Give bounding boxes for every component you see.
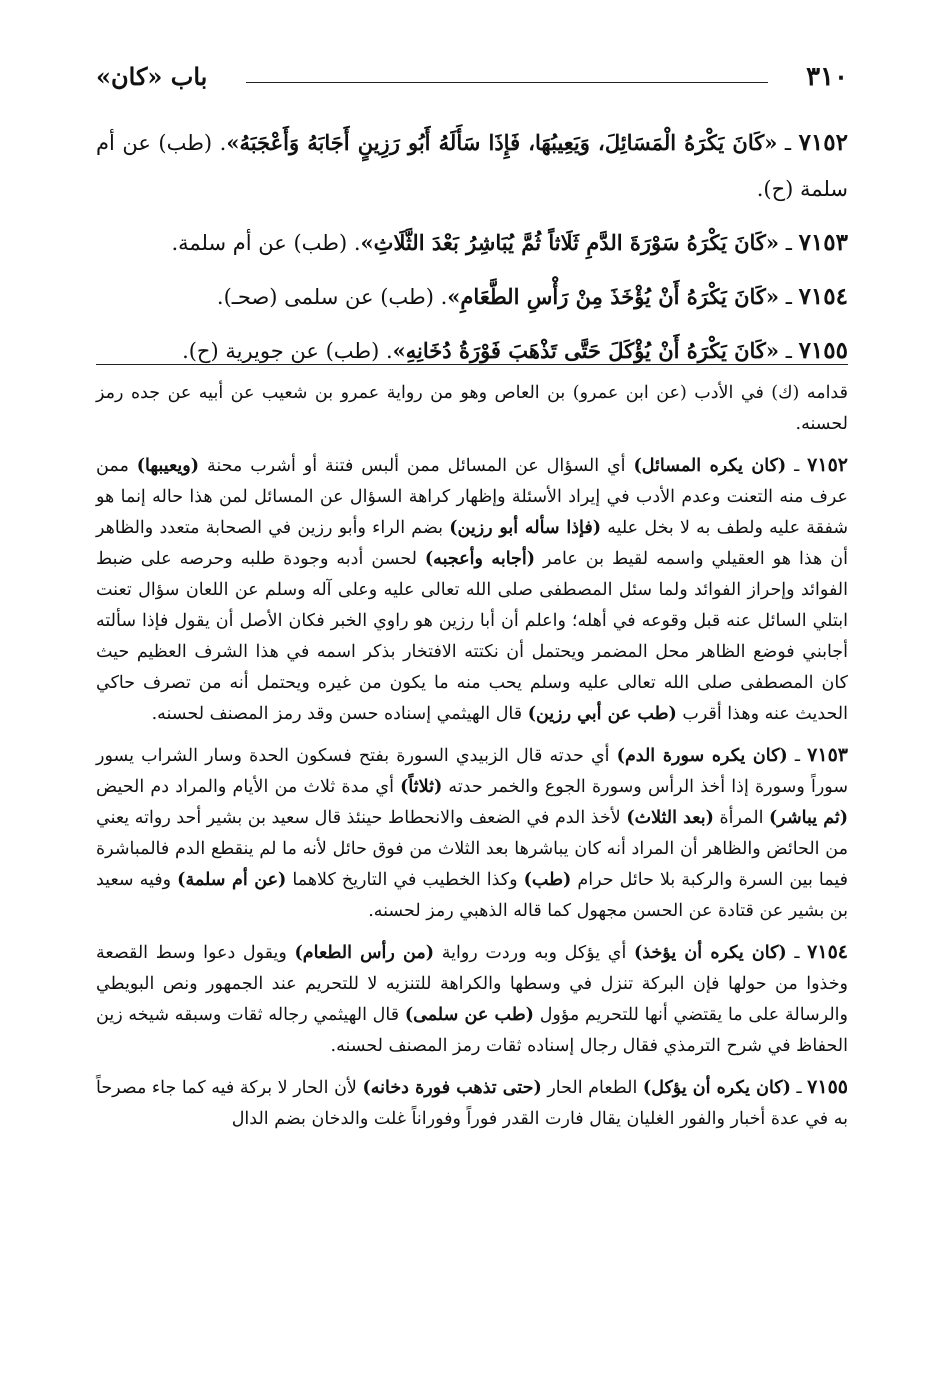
hadith-number: ٧١٥٥ xyxy=(798,337,848,364)
quoted-phrase: (ويعيبها) xyxy=(136,456,200,476)
commentary-text: المرأة xyxy=(713,808,770,828)
commentary-text: الطعام الحار xyxy=(541,1078,643,1098)
commentary-text: لأخذ الدم في الضعف والانحطاط حينئذ قال سعيد بن بشير أحد رواته يعني من الحائض والظاهر أن المراد أنه كان يباشرها بعد الثلاث من فوق حائل لأنه ما لم ينقطع الدم فالمباشرة فيما بين السرة والركبة بلا حائل حرام xyxy=(96,808,848,890)
quoted-phrase: (ثلاثاً) xyxy=(400,777,443,797)
commentary-section xyxy=(96,378,848,1145)
commentary-7154 xyxy=(96,937,848,1062)
separator: ـ xyxy=(786,456,808,476)
hadith-entry xyxy=(96,120,848,212)
commentary-text: أي حدته قال الزبيدي السورة بفتح فسكون الحدة وسار الشراب يسور سوراً وسورة إذا أخذ الرأس وسورة الجوع والخمر حدته xyxy=(96,746,848,797)
commentary-number: ٧١٥٢ xyxy=(807,454,848,476)
hadith-quote: «كَانَ يَكْرَهُ أَنْ يُؤْكَلَ حَتَّى تَذْهَبَ فَوْرَةُ دُخَانِهِ» xyxy=(392,338,780,363)
separator: ـ xyxy=(786,943,808,963)
hadith-number: ٧١٥٤ xyxy=(798,283,848,310)
hadith-number: ٧١٥٣ xyxy=(798,229,848,256)
quoted-phrase: (أجابه وأعجبه) xyxy=(424,549,535,569)
separator: ـ xyxy=(779,285,799,309)
commentary-number: ٧١٥٥ xyxy=(807,1076,848,1098)
quoted-phrase: (من رأس الطعام) xyxy=(294,943,435,963)
quoted-phrase: (كان يكره أن يؤكل) xyxy=(642,1078,791,1098)
quoted-phrase: (طب عن سلمى) xyxy=(404,1005,534,1025)
separator: ـ xyxy=(779,339,799,363)
hadith-quote: «كَانَ يَكْرَهُ سَوْرَةَ الدَّمِ ثَلَاثاً ثُمَّ يُبَاشِرُ بَعْدَ الثَّلَاثِ» xyxy=(360,230,780,255)
commentary-number: ٧١٥٣ xyxy=(807,744,848,766)
quoted-phrase: (ثم يباشر) xyxy=(769,808,849,828)
hadith-entry xyxy=(96,220,848,266)
commentary-text: أي يؤكل وبه وردت رواية xyxy=(434,943,635,963)
header-rule xyxy=(246,82,768,83)
hadith-quote: «كَانَ يَكْرَهُ الْمَسَائِلَ، وَيَعِيبُهَا، فَإِذَا سَأَلَهُ أَبُو رَزِينٍ أَجَابَهُ وَأَعْجَبَهُ» xyxy=(226,130,778,155)
quoted-phrase: (عن أم سلمة) xyxy=(177,870,287,890)
separator: ـ xyxy=(787,746,808,766)
separator: ـ xyxy=(790,1078,808,1098)
hadith-entry xyxy=(96,328,848,374)
commentary-text: لحسن أدبه وجودة طلبه وحرصه على ضبط الفوائد وإحراز الفوائد ولما سئل المصطفى صلى الله تعالى عليه وعلى آله وسلم عن اللعان سؤال تعنت ابتلي السائل عنه قبل وقوعه في أهله؛ واعلم أن أبا رزين هو راوي الخبر فكان الأصل أن يقول فإذا سألته أجابني فوضع الظاهر محل المضمر ويحتمل أن نكتته الافتخار بذكر اسمه في هذا الشرف العظيم حيث كان المصطفى صلى الله تعالى عليه وسلم يحب منه ما يكون من غيره ويحتمل أنه من تصرف حاكي الحديث عنه وهذا أقرب xyxy=(96,549,848,724)
hadith-quote: «كَانَ يَكْرَهُ أَنْ يُؤْخَذَ مِنْ رَأْسِ الطَّعَامِ» xyxy=(447,284,780,309)
quoted-phrase: (بعد الثلاث) xyxy=(626,808,714,828)
commentary-text: بضم الراء وأبو رزين في الصحابة متعدد والظاهر أن هذا هو العقيلي واسمه لقيط بن عامر xyxy=(96,518,848,569)
quoted-phrase: (حتى تذهب فورة دخانه) xyxy=(362,1078,542,1098)
commentary-7152 xyxy=(96,450,848,730)
quoted-phrase: (طب عن أبي رزين) xyxy=(527,704,677,724)
quoted-phrase: (فإذا سأله أبو رزين) xyxy=(449,518,601,538)
commentary-intro: قدامه (ك) في الأدب (عن ابن عمرو) بن العاص وهو من رواية عمرو بن شعيب عن أبيه عن جده رمز لحسنه. xyxy=(96,383,848,434)
commentary-text: أي السؤال عن المسائل ممن ألبس فتنة أو أشرب محنة xyxy=(199,456,634,476)
commentary-text: وفيه سعيد بن بشير عن قتادة عن الحسن مجهول كما قاله الذهبي رمز لحسنه. xyxy=(96,870,848,921)
quoted-phrase: (كان يكره سورة الدم) xyxy=(616,746,788,766)
hadith-entry xyxy=(96,274,848,320)
hadith-source: . (طب) عن أم سلمة. xyxy=(171,231,361,255)
commentary-number: ٧١٥٤ xyxy=(807,941,848,963)
page-number: ٣١٠ xyxy=(806,62,848,92)
hadith-source: . (طب) عن جويرية (ح). xyxy=(182,339,393,363)
commentary-text: وكذا الخطيب في التاريخ كلاهما xyxy=(286,870,524,890)
hadith-number: ٧١٥٢ xyxy=(798,129,848,156)
page-header xyxy=(96,58,848,98)
separator: ـ xyxy=(779,231,799,255)
commentary-text: لأن الحار لا بركة فيه كما جاء مصرحاً به في عدة أخبار والفور الغليان يقال فارت القدر فوراً وفوراناً غلت والدخان بضم الدال xyxy=(96,1078,848,1129)
hadith-source: . (طب) عن سلمى (صحـ). xyxy=(216,285,448,309)
hadith-text-section xyxy=(96,120,848,382)
commentary-7155 xyxy=(96,1072,848,1135)
separator: ـ xyxy=(777,131,799,155)
hadith-source: . (طب) عن أم سلمة (ح). xyxy=(96,131,848,201)
section-divider xyxy=(96,364,848,365)
quoted-phrase: (طب) xyxy=(523,870,572,890)
commentary-text: ممن عرف منه التعنت وعدم الأدب في إيراد الأسئلة وإظهار كراهة السؤال عن المسائل لمن هذا حاله إنما هو شفقة عليه ولطف به لا بخل عليه xyxy=(96,456,848,538)
quoted-phrase: (كان يكره أن يؤخذ) xyxy=(634,943,787,963)
quoted-phrase: (كان يكره المسائل) xyxy=(633,456,787,476)
commentary-text: ويقول دعوا وسط القصعة وخذوا من حولها فإن البركة تنزل في وسطها والكراهة للتنزيه لا للتحريم عند الجمهور ونص البويطي والرسالة على ما يقتضي أنها للتحريم مؤول xyxy=(96,943,848,1025)
commentary-text: قال الهيثمي رجاله ثقات وسبقه شيخه زين الحفاظ في شرح الترمذي فقال رجال إسناده ثقات رمز المصنف لحسنه. xyxy=(96,1005,848,1056)
commentary-7153 xyxy=(96,740,848,927)
commentary-text: أي مدة ثلاث من الأيام والمراد دم الحيض xyxy=(96,777,401,797)
commentary-text: قال الهيثمي إسناده حسن وقد رمز المصنف لحسنه. xyxy=(151,704,528,724)
running-title: باب «كان» xyxy=(96,62,208,91)
